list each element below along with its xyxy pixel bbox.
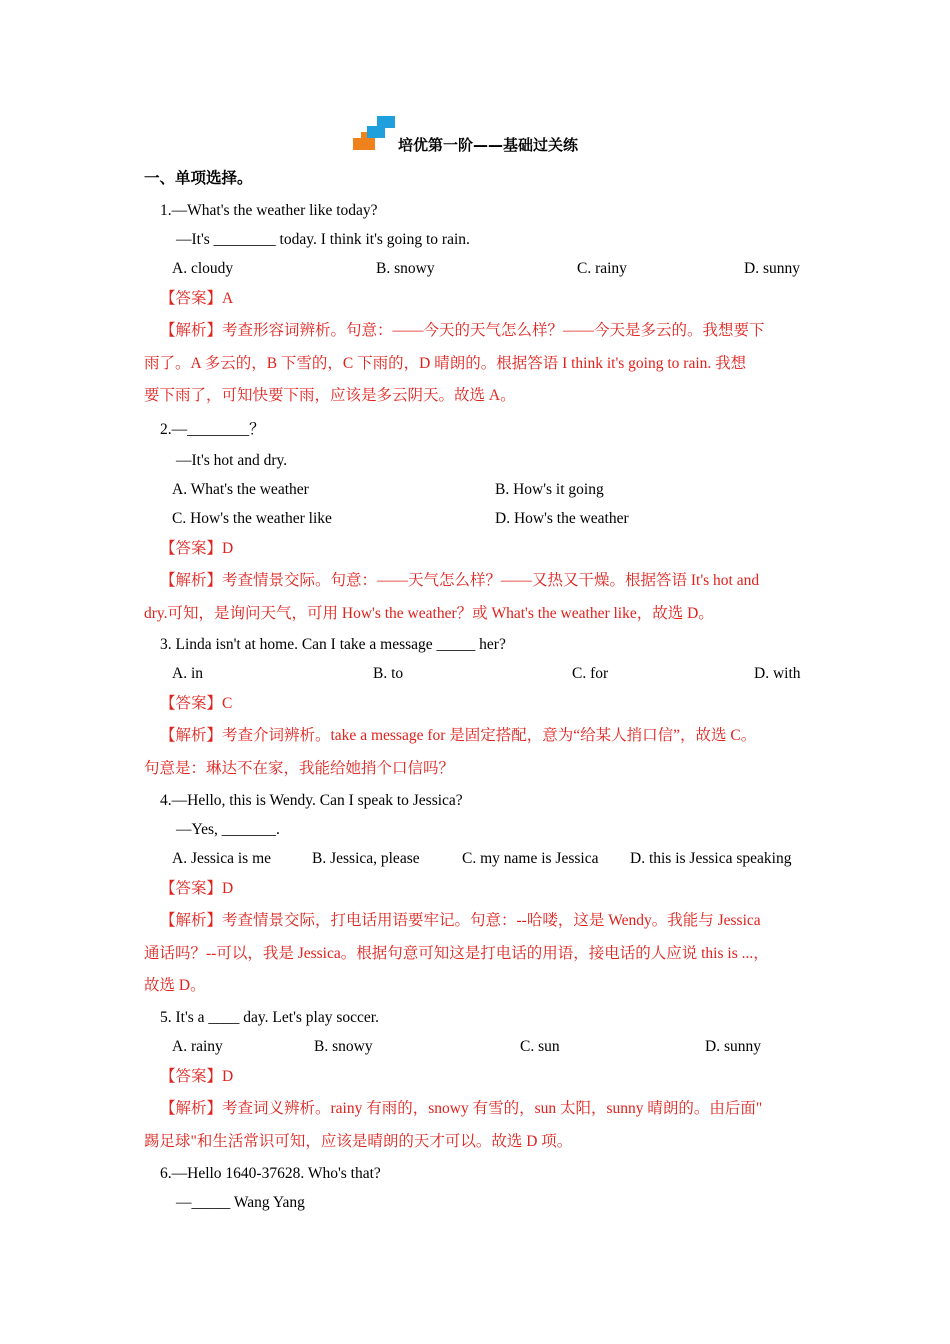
question-3-analysis-line-2: 句意是：琳达不在家，我能给她捎个口信吗？ bbox=[144, 760, 455, 777]
stair-steps-icon bbox=[353, 116, 397, 150]
question-3-analysis-line-1: 【解析】考查介词辨析。take a message for 是固定搭配，意为“给某人捎口信”，故选 C。 bbox=[160, 727, 757, 744]
question-2-option-b: B. How's it going bbox=[495, 481, 604, 498]
question-2-analysis-line-2: dry.可知，是询问天气，可用 How's the weather？或 What's the weather like，故选 D。 bbox=[144, 605, 714, 622]
question-4-option-a: A. Jessica is me bbox=[172, 850, 272, 867]
question-2-option-a: A. What's the weather bbox=[172, 481, 309, 498]
question-2-option-d: D. How's the weather bbox=[495, 510, 629, 527]
question-5-option-d: D. sunny bbox=[705, 1038, 761, 1055]
question-4-reply: —Yes, _______. bbox=[176, 821, 280, 838]
question-5-analysis-line-2: 踢足球"和生活常识可知，应该是晴朗的天才可以。故选 D 项。 bbox=[144, 1133, 573, 1150]
question-1-reply: —It's ________ today. I think it's going to rain. bbox=[176, 231, 470, 248]
question-3-option-c: C. for bbox=[572, 665, 609, 682]
question-4-option-c: C. my name is Jessica bbox=[462, 850, 599, 867]
section-heading: 一、单项选择。 bbox=[144, 169, 253, 187]
question-2-stem: 2.—________？ bbox=[160, 421, 265, 438]
question-1-analysis-line-3: 要下雨了，可知快要下雨，应该是多云阴天。故选 A。 bbox=[144, 387, 516, 404]
question-2-reply: —It's hot and dry. bbox=[176, 452, 288, 469]
question-2-analysis-line-1: 【解析】考查情景交际。句意：——天气怎么样？——又热又干燥。根据答语 It's hot and bbox=[160, 572, 760, 589]
question-1-option-d: D. sunny bbox=[744, 260, 800, 277]
question-5-analysis-line-1: 【解析】考查词义辨析。rainy 有雨的，snowy 有雪的，sun 太阳，sunny 晴朗的。由后面" bbox=[160, 1100, 763, 1117]
question-1-option-b: B. snowy bbox=[376, 260, 435, 277]
question-1-option-a: A. cloudy bbox=[172, 260, 234, 277]
question-6-stem: 6.—Hello 1640-37628. Who's that? bbox=[160, 1165, 381, 1182]
question-5-stem: 5. It's a ____ day. Let's play soccer. bbox=[160, 1009, 379, 1026]
question-4-analysis-line-3: 故选 D。 bbox=[144, 977, 206, 994]
question-2-option-c: C. How's the weather like bbox=[172, 510, 332, 527]
question-3-stem: 3. Linda isn't at home. Can I take a message _____ her? bbox=[160, 636, 506, 653]
question-1-option-c: C. rainy bbox=[577, 260, 627, 277]
question-3-answer: 【答案】C bbox=[160, 695, 233, 712]
question-1-answer: 【答案】A bbox=[160, 290, 234, 307]
question-4-answer: 【答案】D bbox=[160, 880, 234, 897]
page-title: 培优第一阶——基础过关练 bbox=[398, 136, 579, 154]
question-3-option-a: A. in bbox=[172, 665, 203, 682]
question-5-option-c: C. sun bbox=[520, 1038, 560, 1055]
question-2-answer: 【答案】D bbox=[160, 540, 234, 557]
question-5-answer: 【答案】D bbox=[160, 1068, 234, 1085]
question-1-analysis-line-1: 【解析】考查形容词辨析。句意：——今天的天气怎么样？——今天是多云的。我想要下 bbox=[160, 322, 765, 339]
question-4-option-b: B. Jessica, please bbox=[312, 850, 420, 867]
question-5-option-a: A. rainy bbox=[172, 1038, 223, 1055]
question-4-stem: 4.—Hello, this is Wendy. Can I speak to Jessica? bbox=[160, 792, 463, 809]
question-3-option-d: D. with bbox=[754, 665, 801, 682]
question-4-analysis-line-2: 通话吗？--可以，我是 Jessica。根据句意可知这是打电话的用语，接电话的人应说 this is ...， bbox=[144, 945, 769, 962]
question-6-reply: —_____ Wang Yang bbox=[176, 1194, 305, 1211]
question-1-analysis-line-2: 雨了。A 多云的，B 下雪的，C 下雨的，D 晴朗的。根据答语 I think it's going to rain. 我想 bbox=[144, 355, 747, 372]
question-4-option-d: D. this is Jessica speaking bbox=[630, 850, 792, 867]
question-4-analysis-line-1: 【解析】考查情景交际，打电话用语要牢记。句意：--哈喽，这是 Wendy。我能与 Jessica bbox=[160, 912, 761, 929]
question-1-stem: 1.—What's the weather like today? bbox=[160, 202, 378, 219]
question-3-option-b: B. to bbox=[373, 665, 404, 682]
question-5-option-b: B. snowy bbox=[314, 1038, 373, 1055]
